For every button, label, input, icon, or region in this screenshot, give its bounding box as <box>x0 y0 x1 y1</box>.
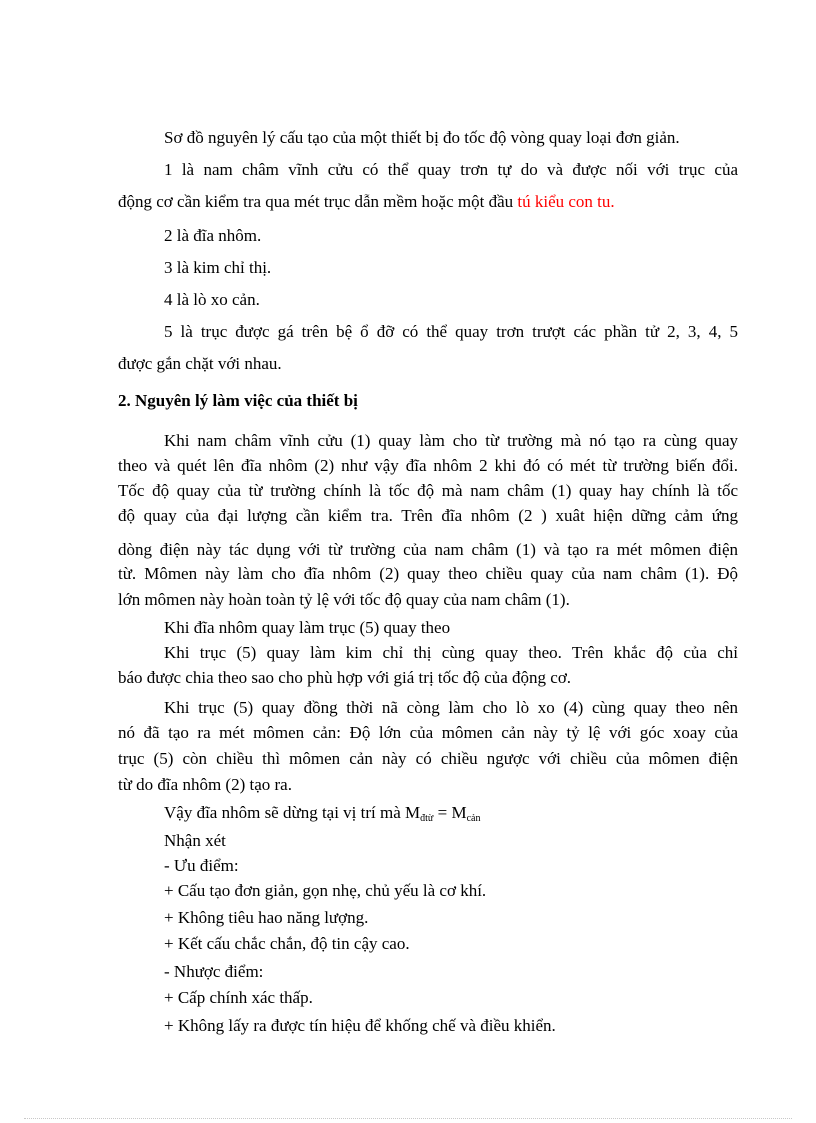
section-heading: 2. Nguyên lý làm việc của thiết bị <box>118 391 358 410</box>
working-p4-line-3: trục (5) còn chiều thì mômen cản này có chiều ngược với chiều của mômen điện <box>118 749 738 768</box>
page-bottom-divider <box>24 1118 792 1119</box>
working-p2: Khi đĩa nhôm quay làm trục (5) quay theo <box>164 618 451 637</box>
working-p1-line-7: lớn mômen này hoàn toàn tỷ lệ với tốc độ quay của nam châm (1). <box>118 590 570 609</box>
working-p1-line-6: từ. Mômen này làm cho đĩa nhôm (2) quay theo chiều quay của nam châm (1). Độ <box>118 564 738 583</box>
disadvantage-item: + Cấp chính xác thấp. <box>164 988 313 1007</box>
advantage-item: + Không tiêu hao năng lượng. <box>164 908 369 927</box>
working-p1-line-4: độ quay của đại lượng cần kiểm tra. Trên đĩa nhôm (2 ) xuât hiện dững cảm ứng <box>118 506 738 525</box>
equation-line <box>164 802 738 824</box>
item-5-line-1: 5 là trục được gá trên bệ ổ đỡ có thể quay trơn trượt các phần tử 2, 3, 4, 5 <box>164 322 738 341</box>
equation-mid: = M <box>433 803 467 822</box>
item-1-red-text: tú kiểu con tu. <box>517 192 615 211</box>
equation-subscript-2: cản <box>466 813 481 824</box>
item-5-line-2: được gắn chặt với nhau. <box>118 354 282 373</box>
working-p3-line-1: Khi trục (5) quay làm kim chỉ thị cùng quay theo. Trên khắc độ của chỉ <box>164 643 738 662</box>
item-3: 3 là kim chỉ thị. <box>164 258 272 277</box>
equation-subscript-1: đtừ <box>420 813 434 824</box>
working-p1-line-5: dòng điện này tác dụng với từ trường của nam châm (1) và tạo ra mét mômen điện <box>118 540 738 559</box>
item-1-text: động cơ cần kiểm tra qua mét trục dẫn mềm hoặc một đầu <box>118 192 514 211</box>
working-p4-line-2: nó đã tạo ra mét mômen cản: Độ lớn của mômen cản này tỷ lệ với góc xoay của <box>118 723 738 742</box>
disadvantages-heading: - Nhược điểm: <box>164 962 264 981</box>
item-1-line-2 <box>118 191 738 213</box>
equation-prefix: Vậy đĩa nhôm sẽ dừng tại vị trí mà M <box>164 803 421 822</box>
item-1-line-1: 1 là nam châm vĩnh cửu có thể quay trơn tự do và được nối với trục của <box>164 160 738 179</box>
working-p3-line-2: báo được chia theo sao cho phù hợp với giá trị tốc độ của động cơ. <box>118 668 572 687</box>
intro-paragraph: Sơ đồ nguyên lý cấu tạo của một thiết bị đo tốc độ vòng quay loại đơn giản. <box>164 128 680 147</box>
item-2: 2 là đĩa nhôm. <box>164 226 262 245</box>
working-p4-line-4: từ do đĩa nhôm (2) tạo ra. <box>118 775 292 794</box>
remarks-title: Nhận xét <box>164 831 226 850</box>
disadvantage-item: + Không lấy ra được tín hiệu để khống chế và điều khiển. <box>164 1016 556 1035</box>
item-4: 4 là lò xo cản. <box>164 290 260 309</box>
working-p1-line-1: Khi nam châm vĩnh cửu (1) quay làm cho từ trường mà nó tạo ra cùng quay <box>164 431 738 450</box>
advantages-heading: - Ưu điểm: <box>164 856 239 875</box>
working-p4-line-1: Khi trục (5) quay đồng thời nã còng làm cho lò xo (4) cùng quay theo nên <box>164 698 738 717</box>
advantage-item: + Cấu tạo đơn giản, gọn nhẹ, chủ yếu là cơ khí. <box>164 881 487 900</box>
working-p1-line-2: theo và quét lên đĩa nhôm (2) như vậy đĩa nhôm 2 khi đó có mét từ trường biến đổi. <box>118 456 738 475</box>
advantage-item: + Kết cấu chắc chắn, độ tin cậy cao. <box>164 934 410 953</box>
working-p1-line-3: Tốc độ quay của từ trường chính là tốc độ mà nam châm (1) quay hay chính là tốc <box>118 481 738 500</box>
